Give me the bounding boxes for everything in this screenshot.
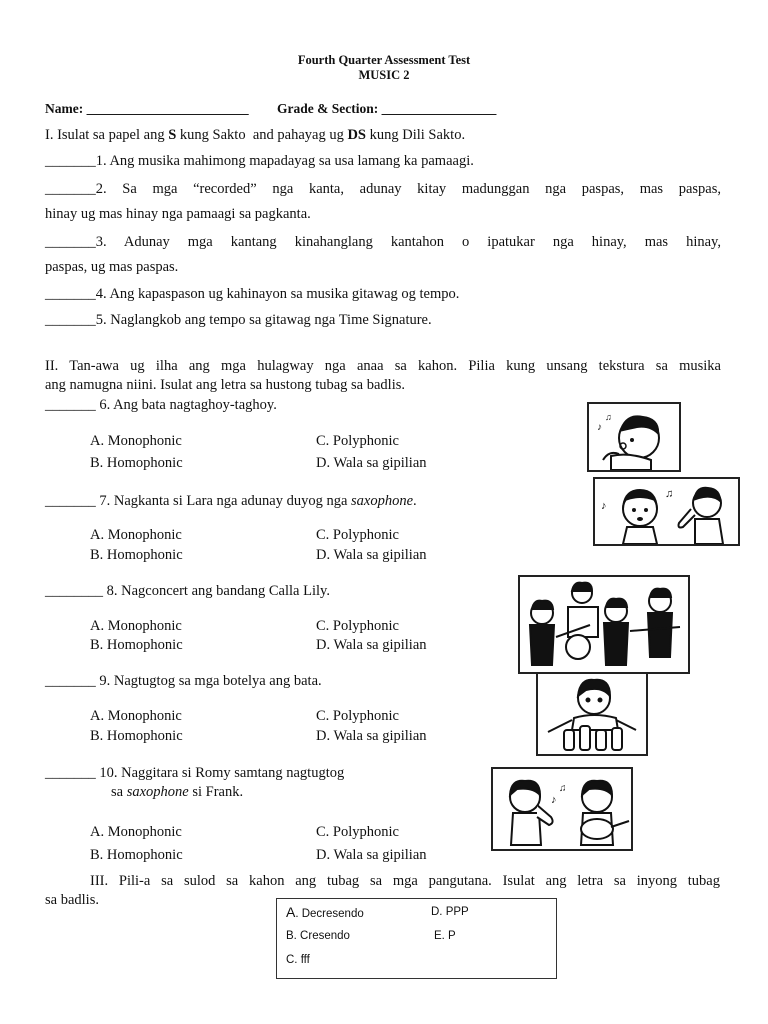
option-d[interactable]: D. Wala sa gipilian <box>316 547 427 563</box>
question-10: _______ 10. Naggitara si Romy samtang nagtugtog <box>45 765 345 781</box>
choice-b[interactable]: B. Cresendo <box>286 930 350 942</box>
item-text: 4. Ang kapaspason ug kahinayon sa musika gitawag og tempo. <box>95 286 460 302</box>
band-concert-image <box>518 575 690 674</box>
option-d[interactable]: D. Wala sa gipilian <box>316 455 427 471</box>
choice-c[interactable]: C. fff <box>286 954 310 966</box>
section2-instruction-line1: II. Tan-awa ug ilha ang mga hulagway nga anaa sa kahon. Pilia kung unsang tekstura sa musika <box>45 358 721 374</box>
test-title: Fourth Quarter Assessment Test <box>297 53 471 67</box>
svg-text:♫: ♫ <box>559 783 567 794</box>
option-b[interactable]: B. Homophonic <box>90 728 183 744</box>
option-d[interactable]: D. Wala sa gipilian <box>316 847 427 863</box>
option-c[interactable]: C. Polyphonic <box>316 527 399 543</box>
option-b[interactable]: B. Homophonic <box>90 455 183 471</box>
question-9: _______ 9. Nagtugtog sa mga botelya ang bata. <box>45 673 322 689</box>
item-text: 5. Naglangkob ang tempo sa gitawag nga Time Signature. <box>95 312 432 328</box>
subject-title: MUSIC 2 <box>358 68 410 82</box>
option-b[interactable]: B. Homophonic <box>90 547 183 563</box>
answer-blank[interactable]: _______ <box>45 493 96 509</box>
answer-blank[interactable]: _______ <box>45 673 96 689</box>
name-field[interactable]: Name: ________________________ <box>45 101 249 116</box>
svg-text:♪: ♪ <box>551 794 557 806</box>
question-6: _______ 6. Ang bata nagtaghoy-taghoy. <box>45 397 277 413</box>
section1-instruction: I. Isulat sa papel ang S kung Sakto and pahayag ug DS kung Dili Sakto. <box>45 127 466 143</box>
grade-section-field[interactable]: Grade & Section: _________________ <box>277 101 497 116</box>
option-a[interactable]: A. Monophonic <box>90 824 182 840</box>
whistling-child-image <box>587 402 681 472</box>
choice-d[interactable]: D. PPP <box>431 906 469 918</box>
singer-saxophone-image <box>593 477 740 546</box>
option-c[interactable]: C. Polyphonic <box>316 433 399 449</box>
item-text-cont: paspas, ug mas paspas. <box>45 259 179 275</box>
question-7: _______ 7. Nagkanta si Lara nga adunay duyog nga saxophone. <box>45 493 417 509</box>
choice-a[interactable]: A. Decresendo <box>286 904 364 920</box>
option-d[interactable]: D. Wala sa gipilian <box>316 637 427 653</box>
option-d[interactable]: D. Wala sa gipilian <box>316 728 427 744</box>
section1-item <box>45 229 721 255</box>
guitar-saxophone-image <box>491 767 633 851</box>
section1-item <box>45 312 432 329</box>
item-text: 3. Adunay mga kantang kinahanglang kantahon o ipatukar nga hinay, mas hinay, <box>95 234 721 250</box>
section2-instruction-line2: ang namugna niini. Isulat ang letra sa hustong tubag sa badlis. <box>45 377 406 393</box>
svg-text:♪: ♪ <box>601 500 607 512</box>
item-text: 2. Sa mga “recorded” nga kanta, adunay kitay madunggan nga paspas, mas paspas, <box>95 181 721 197</box>
section1-item <box>45 286 459 303</box>
option-a[interactable]: A. Monophonic <box>90 433 182 449</box>
option-b[interactable]: B. Homophonic <box>90 847 183 863</box>
option-a[interactable]: A. Monophonic <box>90 527 182 543</box>
choices-box <box>276 898 557 979</box>
section1-item <box>45 153 474 170</box>
item-text-cont: hinay ug mas hinay nga pamaagi sa pagkanta. <box>45 206 311 222</box>
bottles-child-image <box>536 672 648 756</box>
answer-blank[interactable]: _______ <box>45 234 96 250</box>
svg-text:♪: ♪ <box>597 422 602 433</box>
question-10-line2: sa saxophone si Frank. <box>111 784 244 800</box>
answer-blank[interactable]: _______ <box>45 397 96 413</box>
option-c[interactable]: C. Polyphonic <box>316 824 399 840</box>
question-8: ________ 8. Nagconcert ang bandang Calla Lily. <box>45 583 330 599</box>
answer-blank[interactable]: _______ <box>45 312 96 328</box>
section3-instruction-line2: sa badlis. <box>45 892 99 908</box>
answer-blank[interactable]: _______ <box>45 286 96 302</box>
answer-blank[interactable]: _______ <box>45 153 96 169</box>
svg-text:♫: ♫ <box>605 412 612 422</box>
section3-instruction-line1: III. Pili-a sa sulod sa kahon ang tubag sa mga pangutana. Isulat ang letra sa inyong tubag <box>90 873 720 889</box>
option-a[interactable]: A. Monophonic <box>90 708 182 724</box>
answer-blank[interactable]: ________ <box>45 583 103 599</box>
option-c[interactable]: C. Polyphonic <box>316 708 399 724</box>
item-text: 1. Ang musika mahimong mapadayag sa usa lamang ka pamaagi. <box>95 153 474 169</box>
option-b[interactable]: B. Homophonic <box>90 637 183 653</box>
choice-e[interactable]: E. P <box>434 930 456 942</box>
svg-text:♫: ♫ <box>665 488 674 500</box>
answer-blank[interactable]: _______ <box>45 765 96 781</box>
option-a[interactable]: A. Monophonic <box>90 618 182 634</box>
answer-blank[interactable]: _______ <box>45 181 96 197</box>
section1-item <box>45 176 721 202</box>
option-c[interactable]: C. Polyphonic <box>316 618 399 634</box>
